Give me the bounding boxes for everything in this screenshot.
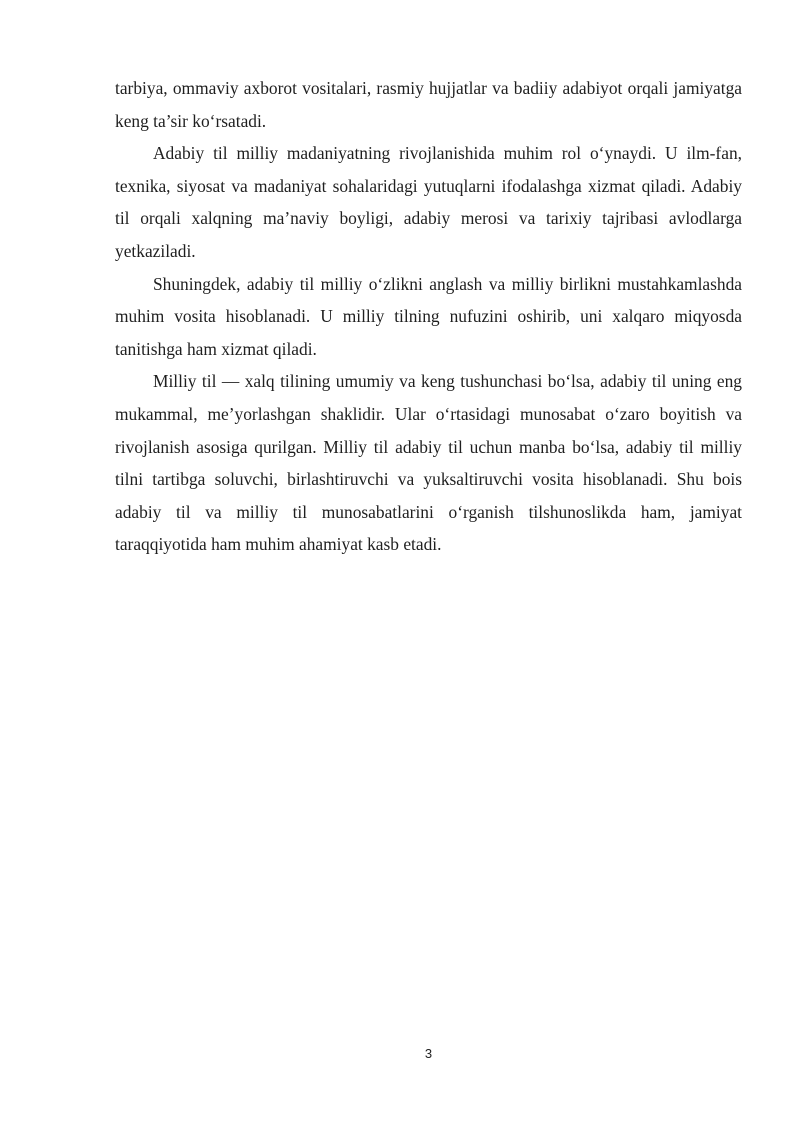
paragraph-national-language-relation: Milliy til — xalq tilining umumiy va keng tushunchasi bo‘lsa, adabiy til uning eng mukammal, me’yorlashgan shaklidir. Ular o‘rtasidagi munosabat o‘zaro boyitish va rivojlanish asosiga qurilgan. Milliy til adabiy til uchun manba bo‘lsa, adabiy til milliy tilni tartibga soluvchi, birlashtiruvchi va yuksaltiruvchi vosita hisoblanadi. Shu bois adabiy til va milliy til munosabatlarini o‘rganish tilshunoslikda ham, jamiyat taraqqiyotida ham muhim ahamiyat kasb etadi. (115, 371, 742, 555)
body-text (115, 72, 742, 561)
paragraph-literary-language-role: Adabiy til milliy madaniyatning rivojlanishida muhim rol o‘ynaydi. U ilm-fan, texnika, siyosat va madaniyat sohalaridagi yutuqlarni ifodalashga xizmat qiladi. Adabiy til orqali xalqning ma’naviy boyligi, adabiy merosi va tarixiy tajribasi avlodlarga yetkaziladi. (115, 143, 742, 261)
paragraph-continuation: tarbiya, ommaviy axborot vositalari, rasmiy hujjatlar va badiiy adabiyot orqali jamiyatga keng ta’sir ko‘rsatadi. (115, 78, 742, 131)
page-number: 3 (424, 1046, 433, 1061)
paragraph-national-identity: Shuningdek, adabiy til milliy o‘zlikni anglash va milliy birlikni mustahkamlashda muhim vosita hisoblanadi. U milliy tilning nufuzini oshirib, uni xalqaro miqyosda tanitishga ham xizmat qiladi. (115, 273, 742, 359)
